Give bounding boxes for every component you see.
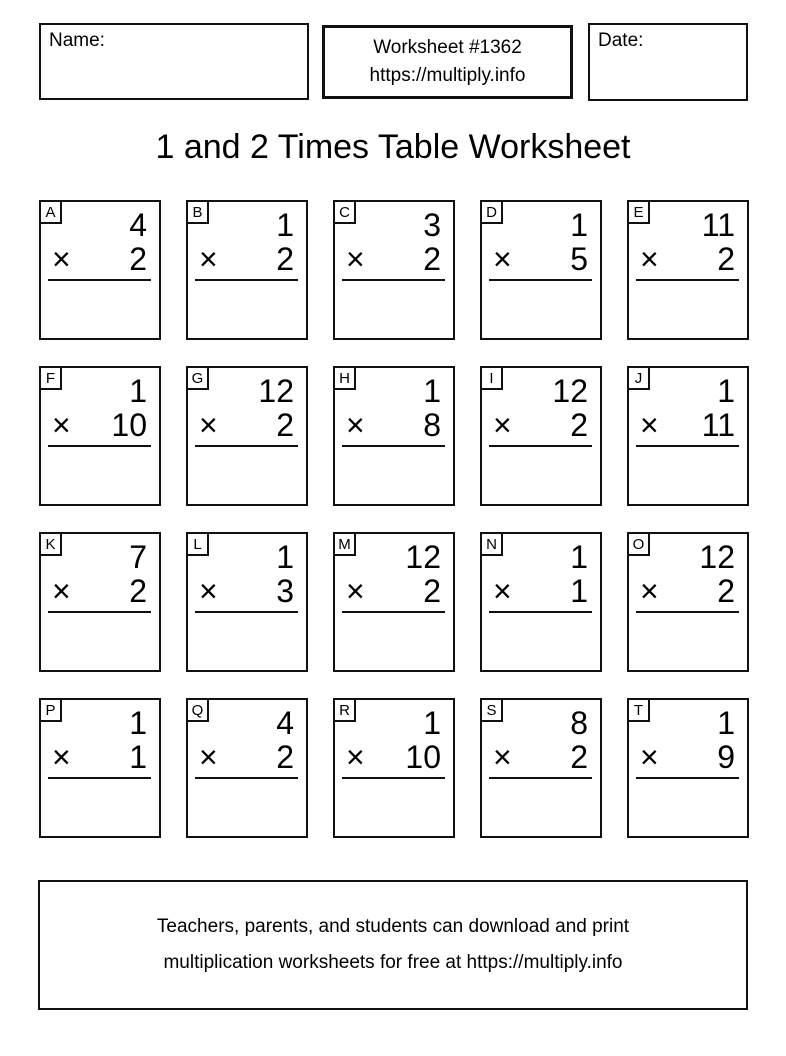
multiply-icon: × [199,573,218,609]
answer-line [195,279,298,281]
answer-line [48,279,151,281]
multiply-icon: × [640,573,659,609]
problem-box-s [480,698,602,838]
answer-line [636,279,739,281]
problem-box-n [480,532,602,672]
multiplicand: 1 [276,207,294,243]
problem-letter: L [188,534,209,556]
answer-line [48,445,151,447]
multiplicand: 4 [129,207,147,243]
multiply-icon: × [493,573,512,609]
multiplier: 8 [423,407,441,443]
problem-box-f [39,366,161,506]
problem-letter: P [41,700,62,722]
multiplicand: 12 [552,373,588,409]
multiplicand: 1 [570,539,588,575]
multiplier: 1 [570,573,588,609]
problem-letter: K [41,534,62,556]
answer-line [195,445,298,447]
multiplicand: 8 [570,705,588,741]
problem-letter: S [482,700,503,722]
date-box [588,23,748,101]
problem-letter: H [335,368,356,390]
problem-box-g [186,366,308,506]
problem-box-h [333,366,455,506]
answer-line [636,611,739,613]
worksheet-site-url: https://multiply.info [369,65,526,86]
answer-line [48,777,151,779]
name-box [39,23,309,100]
problem-letter: D [482,202,503,224]
multiply-icon: × [52,407,71,443]
footer-line2: multiplication worksheets for free at https://multiply.info [163,952,623,973]
multiplicand: 11 [701,207,735,243]
problem-letter: T [629,700,650,722]
date-label: Date: [598,30,644,51]
multiply-icon: × [346,739,365,775]
multiplier: 2 [129,241,147,277]
multiplicand: 3 [423,207,441,243]
problem-letter: F [41,368,62,390]
multiplier: 2 [423,573,441,609]
multiplicand: 12 [258,373,294,409]
answer-line [489,611,592,613]
problem-letter: E [629,202,650,224]
problem-letter: B [188,202,209,224]
multiplicand: 7 [129,539,147,575]
multiply-icon: × [52,241,71,277]
answer-line [195,611,298,613]
problem-letter: G [188,368,209,390]
multiply-icon: × [52,739,71,775]
multiplier: 2 [570,739,588,775]
problem-box-c [333,200,455,340]
multiplier: 2 [276,739,294,775]
multiply-icon: × [346,573,365,609]
answer-line [636,445,739,447]
problem-letter: J [629,368,650,390]
multiplier: 3 [276,573,294,609]
multiplier: 2 [423,241,441,277]
worksheet-number: Worksheet #1362 [373,37,522,58]
multiply-icon: × [346,407,365,443]
problem-letter: R [335,700,356,722]
multiply-icon: × [199,739,218,775]
multiply-icon: × [199,241,218,277]
multiply-icon: × [493,739,512,775]
name-label: Name: [49,30,105,51]
answer-line [489,777,592,779]
problem-letter: O [629,534,650,556]
worksheet-info-box [322,25,573,99]
problem-box-e [627,200,749,340]
page-title: 1 and 2 Times Table Worksheet [155,128,631,166]
multiplier: 2 [717,241,735,277]
problem-box-t [627,698,749,838]
multiplier: 2 [570,407,588,443]
problem-box-q [186,698,308,838]
multiplicand: 1 [717,373,735,409]
multiplicand: 1 [717,705,735,741]
multiplicand: 1 [423,373,441,409]
multiply-icon: × [640,241,659,277]
multiplier: 10 [405,739,441,775]
problem-box-l [186,532,308,672]
answer-line [342,611,445,613]
multiplier: 2 [129,573,147,609]
answer-line [489,445,592,447]
problem-box-o [627,532,749,672]
multiplicand: 4 [276,705,294,741]
problem-box-b [186,200,308,340]
multiplier: 11 [701,407,735,443]
answer-line [48,611,151,613]
multiplier: 2 [276,241,294,277]
multiplier: 1 [129,739,147,775]
multiplicand: 1 [129,373,147,409]
problem-letter: A [41,202,62,224]
multiply-icon: × [640,739,659,775]
problem-box-i [480,366,602,506]
problem-box-p [39,698,161,838]
footer-line1: Teachers, parents, and students can download and print [156,916,630,937]
problem-box-j [627,366,749,506]
multiply-icon: × [493,407,512,443]
multiply-icon: × [199,407,218,443]
problem-box-r [333,698,455,838]
multiply-icon: × [346,241,365,277]
multiplicand: 1 [423,705,441,741]
footer-note [38,880,748,1010]
answer-line [489,279,592,281]
multiplicand: 1 [570,207,588,243]
problem-letter: N [482,534,503,556]
problem-letter: M [335,534,356,556]
multiplicand: 1 [129,705,147,741]
multiply-icon: × [640,407,659,443]
multiply-icon: × [493,241,512,277]
answer-line [195,777,298,779]
problem-letter: I [482,368,503,390]
problems-grid [39,200,749,838]
answer-line [636,777,739,779]
problem-box-m [333,532,455,672]
multiplicand: 1 [276,539,294,575]
multiplicand: 12 [405,539,441,575]
answer-line [342,279,445,281]
problem-letter: Q [188,700,209,722]
multiplier: 10 [111,407,147,443]
multiplier: 2 [717,573,735,609]
problem-box-k [39,532,161,672]
multiplier: 5 [570,241,588,277]
multiplier: 9 [717,739,735,775]
answer-line [342,445,445,447]
multiply-icon: × [52,573,71,609]
problem-box-a [39,200,161,340]
answer-line [342,777,445,779]
multiplicand: 12 [699,539,735,575]
problem-box-d [480,200,602,340]
problem-letter: C [335,202,356,224]
multiplier: 2 [276,407,294,443]
